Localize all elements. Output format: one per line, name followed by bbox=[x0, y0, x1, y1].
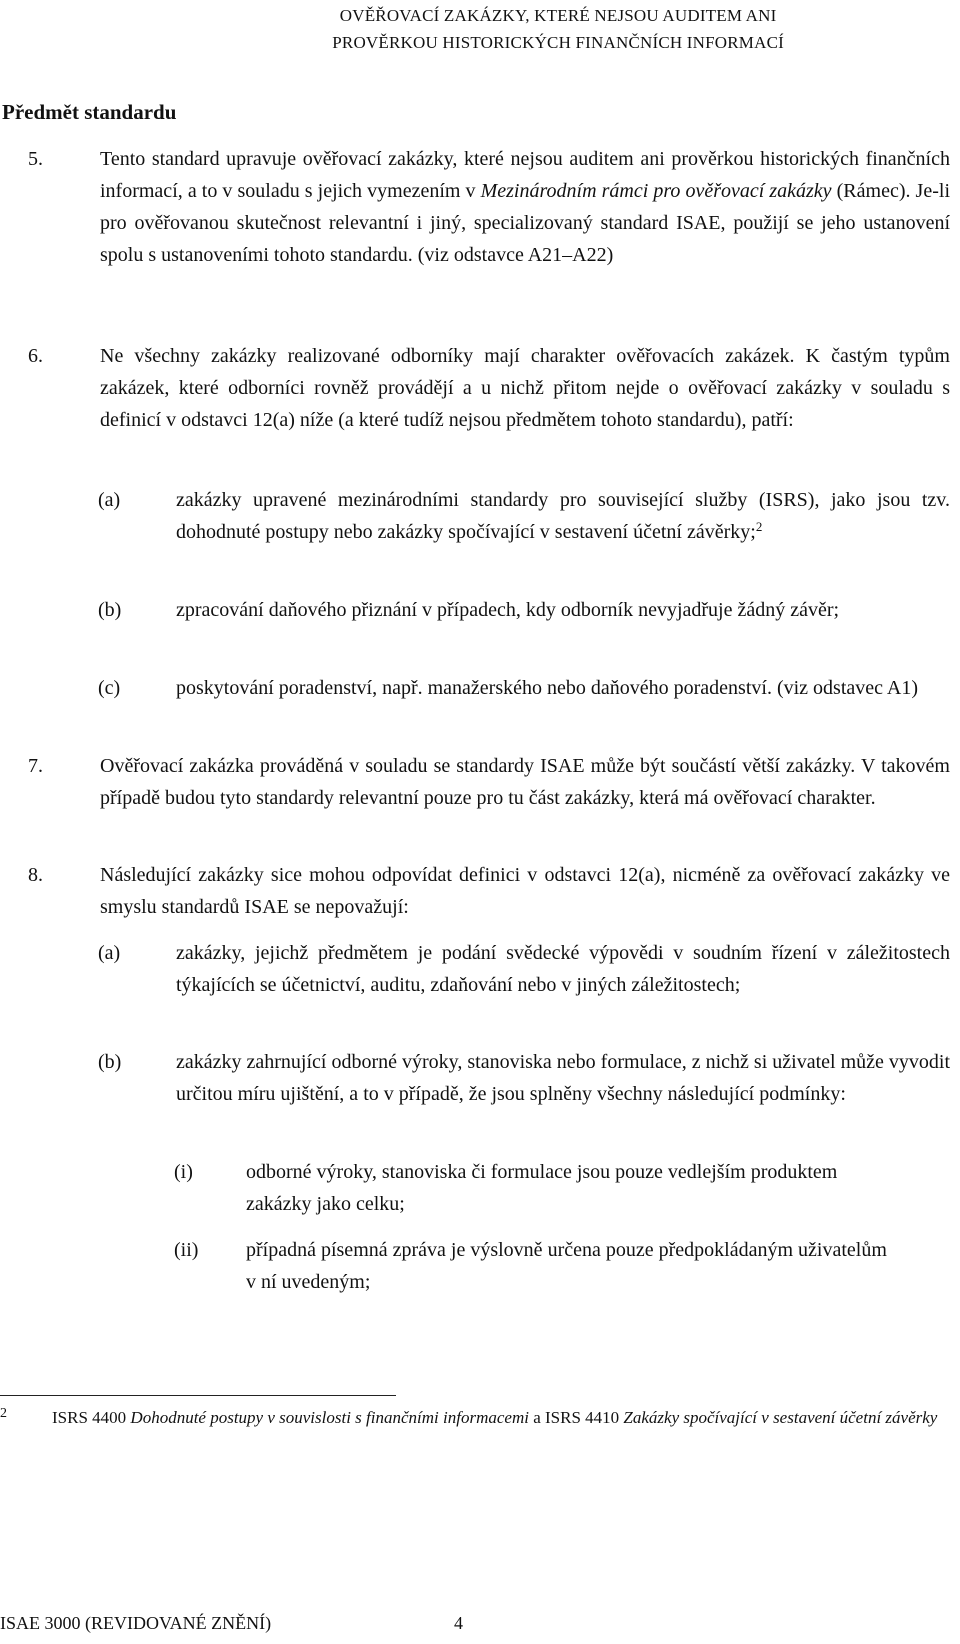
item-label: (a) bbox=[98, 489, 121, 511]
sub-item bbox=[174, 1156, 894, 1220]
paragraph-number: 8. bbox=[28, 864, 43, 886]
running-header bbox=[332, 2, 784, 56]
item-label: (b) bbox=[98, 1051, 122, 1073]
sub-item-text: odborné výroky, stanoviska či formulace jsou pouze vedlejším produktem zakázky jako celku; bbox=[246, 1161, 838, 1215]
list-item bbox=[98, 672, 950, 704]
list-item bbox=[98, 937, 950, 1001]
paragraph-text: Ověřovací zakázka prováděná v souladu se standardy ISAE může být součástí větší zakázky. V takovém případě budou tyto standardy relevantní pouze pro tu část zakázky, která má ověřovací charakter. bbox=[100, 755, 950, 809]
paragraph-5 bbox=[28, 143, 950, 271]
footnote bbox=[0, 1404, 950, 1431]
framework-title: Mezinárodním rámci pro ověřovací zakázky bbox=[480, 180, 832, 202]
list-item bbox=[98, 594, 950, 626]
item-text: zakázky, jejichž předmětem je podání svědecké výpovědi v soudním řízení v záležitostech týkajících se účetnictví, auditu, zdaňování nebo v jiných záležitostech; bbox=[176, 942, 950, 996]
item-text: zakázky zahrnující odborné výroky, stanoviska nebo formulace, z nichž si uživatel může vyvodit určitou míru ujištění, a to v případě, že jsou splněny všechny následující podmínky: bbox=[176, 1051, 950, 1105]
sub-item bbox=[174, 1234, 894, 1298]
footnote-ref: 2 bbox=[755, 519, 763, 534]
paragraph-number: 7. bbox=[28, 755, 43, 777]
paragraph-6 bbox=[28, 340, 950, 436]
header-line-2: PROVĚRKOU HISTORICKÝCH FINANČNÍCH INFORMACÍ bbox=[332, 33, 784, 52]
item-text: poskytování poradenství, např. manažerského nebo daňového poradenství. (viz odstavec A1) bbox=[176, 677, 919, 699]
item-text: zakázky upravené mezinárodními standardy pro související služby (ISRS), jako jsou tzv. dohodnuté postupy nebo zakázky spočívající v sestavení účetní závěrky;$^2$ bbox=[176, 489, 950, 543]
paragraph-8 bbox=[28, 859, 950, 923]
item-label: (b) bbox=[98, 599, 122, 621]
paragraph-text: Následující zakázky sice mohou odpovídat definici v odstavci 12(a), nicméně za ověřovací zakázky ve smyslu standardů ISAE se nepovažují: bbox=[100, 864, 950, 918]
footer-title: ISAE 3000 (REVIDOVANÉ ZNĚNÍ) bbox=[0, 1613, 272, 1633]
footnote-text: ISRS 4400 Dohodnuté postupy v souvislosti s finančními informacemi a ISRS 4410 Zakázky spočívající v sestavení účetní závěrky bbox=[52, 1408, 938, 1427]
paragraph-text: Tento standard upravuje ověřovací zakázky, které nejsou auditem ani prověrkou historických finančních informací, a to v souladu s jejich vymezením v Mezinárodním rámci pro ověřovací zakázky (Rámec). Je-li pro ověřovanou skutečnost relevantní i jiný, specializovaný standard ISAE, použijí se jeho ustanovení spolu s ustanoveními tohoto standardu. (viz odstavce A21–A22) bbox=[100, 148, 950, 266]
header-line-1: OVĚŘOVACÍ ZAKÁZKY, KTERÉ NEJSOU AUDITEM ANI bbox=[339, 6, 777, 25]
paragraph-number: 6. bbox=[28, 345, 43, 367]
sub-item-text: případná písemná zpráva je výslovně určena pouze předpokládaným uživatelům v ní uvedeným; bbox=[246, 1239, 887, 1293]
paragraph-number: 5. bbox=[28, 148, 43, 170]
section-heading: Předmět standardu bbox=[2, 100, 177, 124]
paragraph-7 bbox=[28, 750, 950, 814]
sub-item-label: (i) bbox=[174, 1161, 193, 1183]
list-item bbox=[98, 1046, 950, 1110]
paragraph-text: Ne všechny zakázky realizované odborníky mají charakter ověřovacích zakázek. K častým typům zakázek, které odborníci rovněž provádějí a u nichž přitom nejde o ověřovací zakázky v souladu s definicí v odstavci 12(a) níže (a které tudíž nejsou předmětem tohoto standardu), patří: bbox=[100, 345, 950, 431]
item-label: (a) bbox=[98, 942, 121, 964]
footnote-mark: 2 bbox=[0, 1406, 7, 1421]
item-text: zpracování daňového přiznání v případech, kdy odborník nevyjadřuje žádný závěr; bbox=[176, 599, 840, 621]
sub-item-label: (ii) bbox=[174, 1239, 199, 1261]
footnote-separator bbox=[0, 1395, 396, 1396]
item-label: (c) bbox=[98, 677, 121, 699]
page-number: 4 bbox=[454, 1613, 463, 1633]
page-footer bbox=[0, 1610, 463, 1636]
list-item bbox=[98, 484, 950, 548]
